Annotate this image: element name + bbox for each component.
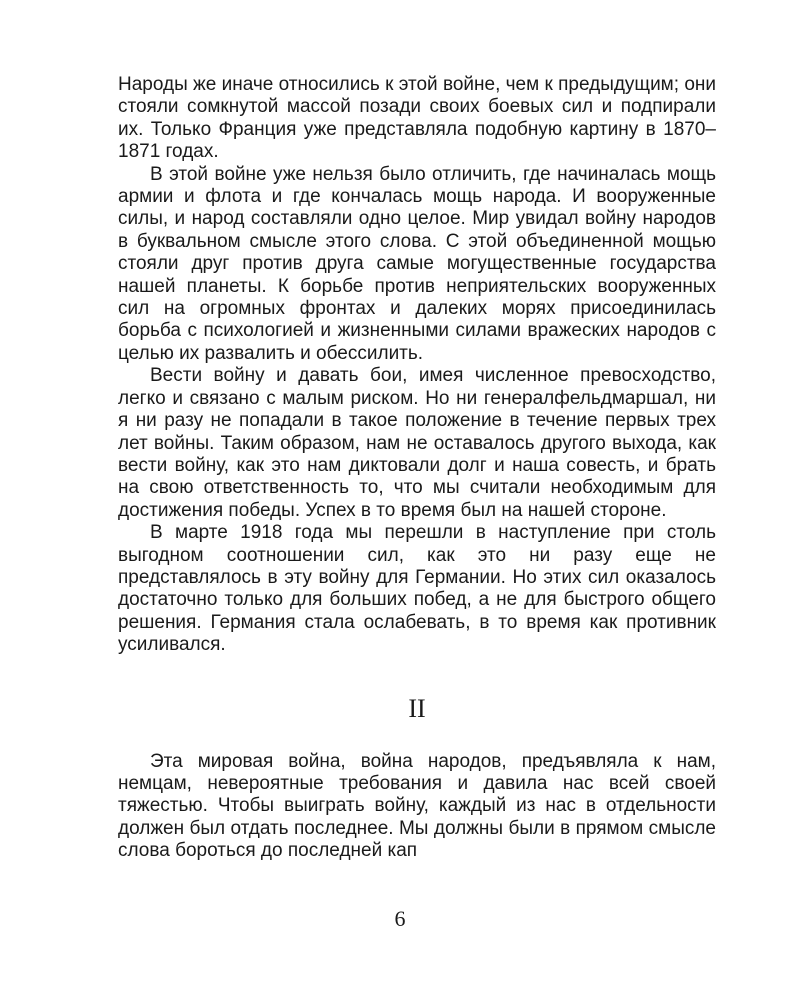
paragraph-5: Эта мировая война, война народов, предъявляла к нам, немцам, невероятные требования и давила нас всей своей тяжестью. Чтобы выиграть войну, каждый из нас в отдельности должен был отдать последнее. Мы должны были в прямом смысле слова бороться до последней кап bbox=[118, 750, 716, 862]
section-heading: II bbox=[408, 693, 426, 723]
page-body bbox=[118, 74, 716, 863]
page-number: 6 bbox=[394, 906, 406, 931]
paragraph-4: В марте 1918 года мы перешли в наступление при столь выгодном соотношении сил, как это ни разу еще не представлялось в эту войну для Германии. Но этих сил оказалось достаточно только для больших побед, а не для быстрого общего решения. Германия стала ослабевать, в то время как противник усиливался. bbox=[118, 522, 716, 656]
paragraph-3: Вести войну и давать бои, имея численное превосходство, легко и связано с малым риском. Но ни генералфельдмаршал, ни я ни разу не попадали в такое положение в течение первых трех лет войны. Таким образом, нам не оставалось другого выхода, как вести войну, как это нам диктовали долг и наша совесть, и брать на свою ответственность то, что мы считали необходимым для достижения победы. Успех в то время был на нашей стороне. bbox=[118, 365, 716, 521]
paragraph-1: Народы же иначе относились к этой войне, чем к предыдущим; они стояли сомкнутой массой позади своих боевых сил и подпирали их. Только Франция уже представляла подобную картину в 1870–1871 годах. bbox=[118, 74, 716, 163]
paragraph-2: В этой войне уже нельзя было отличить, где начиналась мощь армии и флота и где кончалась мощь народа. И вооруженные силы, и народ составляли одно целое. Мир увидал войну народов в буквальном смысле этого слова. С этой объединенной мощью стояли друг против друга самые могущественные государства нашей планеты. К борьбе против неприятельских вооруженных сил на огромных фронтах и далеких морях присоединилась борьба с психологией и жизненными силами вражеских народов с целью их развалить и обессилить. bbox=[118, 163, 716, 364]
